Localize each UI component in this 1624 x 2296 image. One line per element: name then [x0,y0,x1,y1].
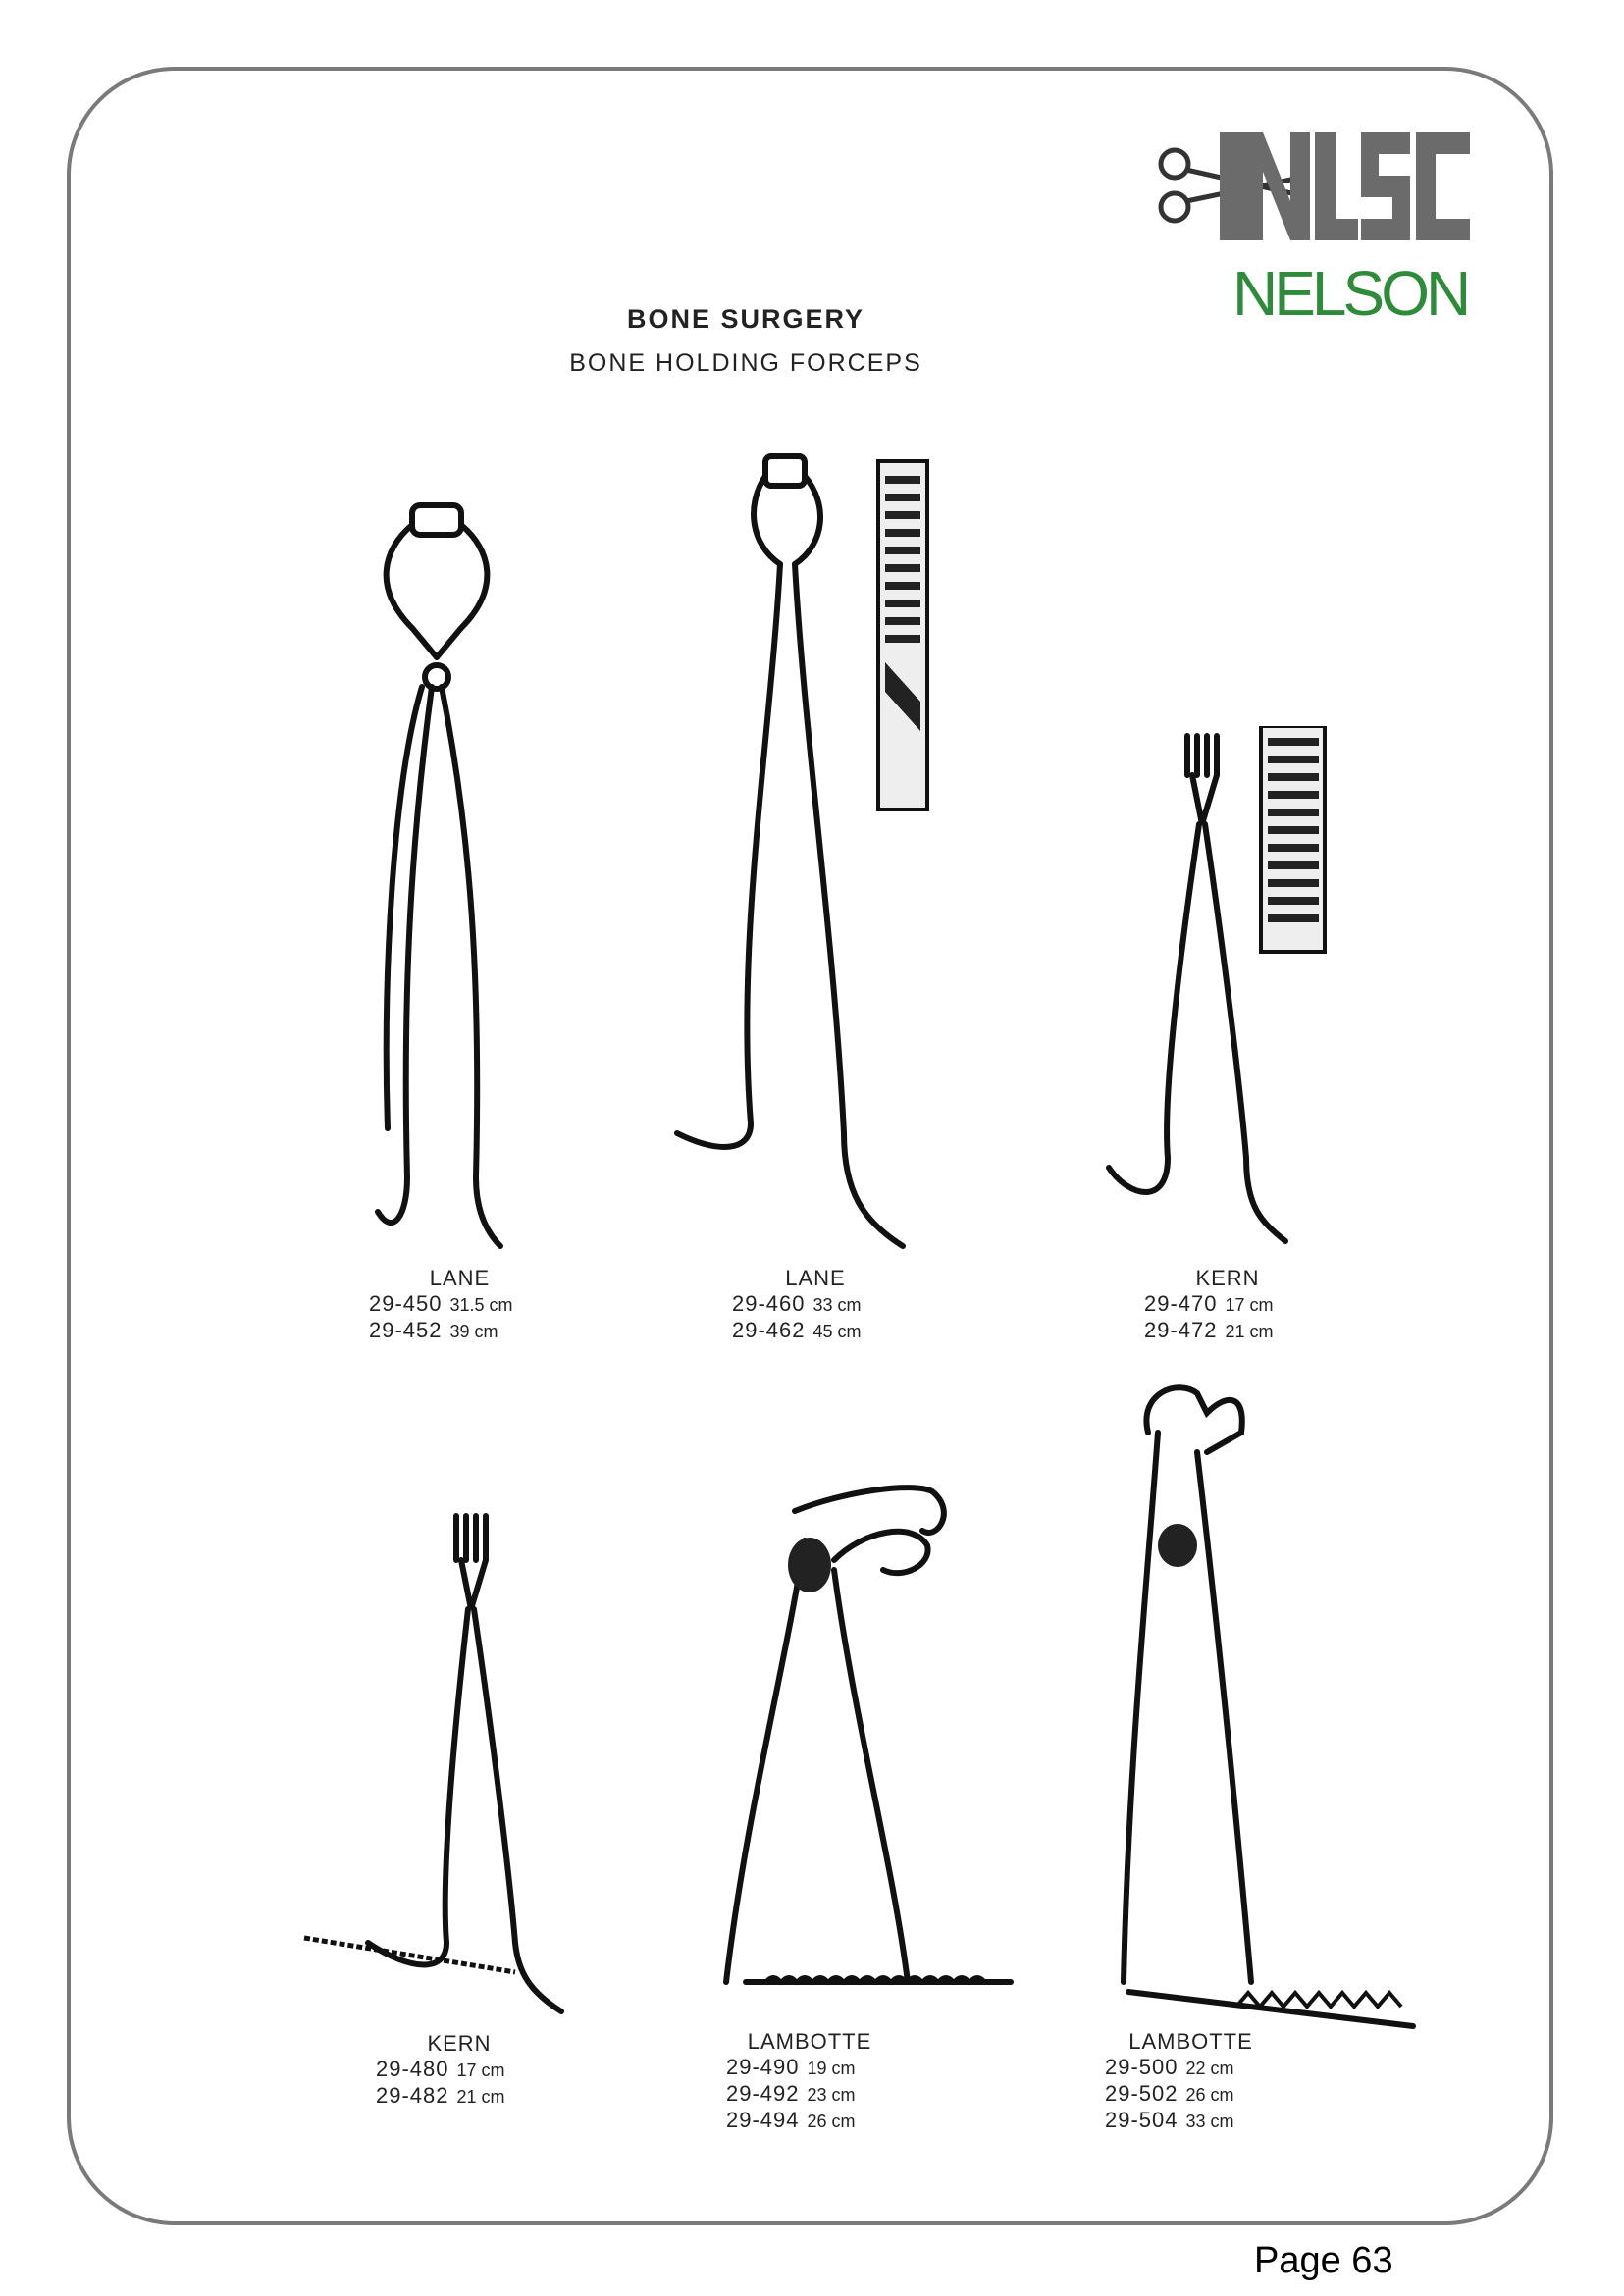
product-row: 29-494 26 cm [726,2108,856,2132]
product-row: 29-450 31.5 cm [369,1291,513,1316]
lambotte-forceps-illustration [687,1472,1021,2021]
product-row: 29-480 17 cm [376,2057,505,2081]
lambotte-large-forceps-illustration [1089,1374,1428,2041]
page-subtitle: BONE HOLDING FORCEPS [569,349,922,377]
product-row: 29-460 33 cm [732,1291,862,1316]
product-label-lambotte-2 [1105,2029,1277,2134]
product-label-kern-2 [376,2031,543,2110]
product-row: 29-472 21 cm [1144,1318,1274,1342]
product-row: 29-482 21 cm [376,2083,505,2108]
kern-forceps-illustration [1089,726,1364,1251]
brand-name: NELSON [1232,258,1468,329]
product-name: LANE [785,1266,846,1290]
product-label-lambotte-1 [726,2029,893,2134]
product-name: KERN [427,2031,492,2056]
product-row: 29-462 45 cm [732,1318,862,1342]
product-name: LAMBOTTE [747,2029,872,2054]
kern-ratchet-forceps-illustration [294,1511,579,2021]
page-number: Page 63 [1254,2240,1393,2281]
product-name: LAMBOTTE [1128,2029,1253,2054]
product-label-kern-1 [1144,1266,1311,1344]
product-label-lane-1 [369,1266,550,1344]
page-title: BONE SURGERY [626,304,865,334]
product-row: 29-492 23 cm [726,2081,856,2106]
product-row: 29-452 39 cm [369,1318,498,1342]
product-row: 29-490 19 cm [726,2055,856,2079]
lane-large-forceps-illustration [657,446,932,1251]
product-name: LANE [429,1266,491,1290]
product-row: 29-502 26 cm [1105,2081,1234,2106]
product-label-lane-2 [732,1266,899,1344]
product-name: KERN [1195,1266,1260,1290]
lane-forceps-illustration [353,491,550,1256]
product-row: 29-500 22 cm [1105,2055,1234,2079]
product-row: 29-470 17 cm [1144,1291,1274,1316]
product-row: 29-504 33 cm [1105,2108,1234,2132]
